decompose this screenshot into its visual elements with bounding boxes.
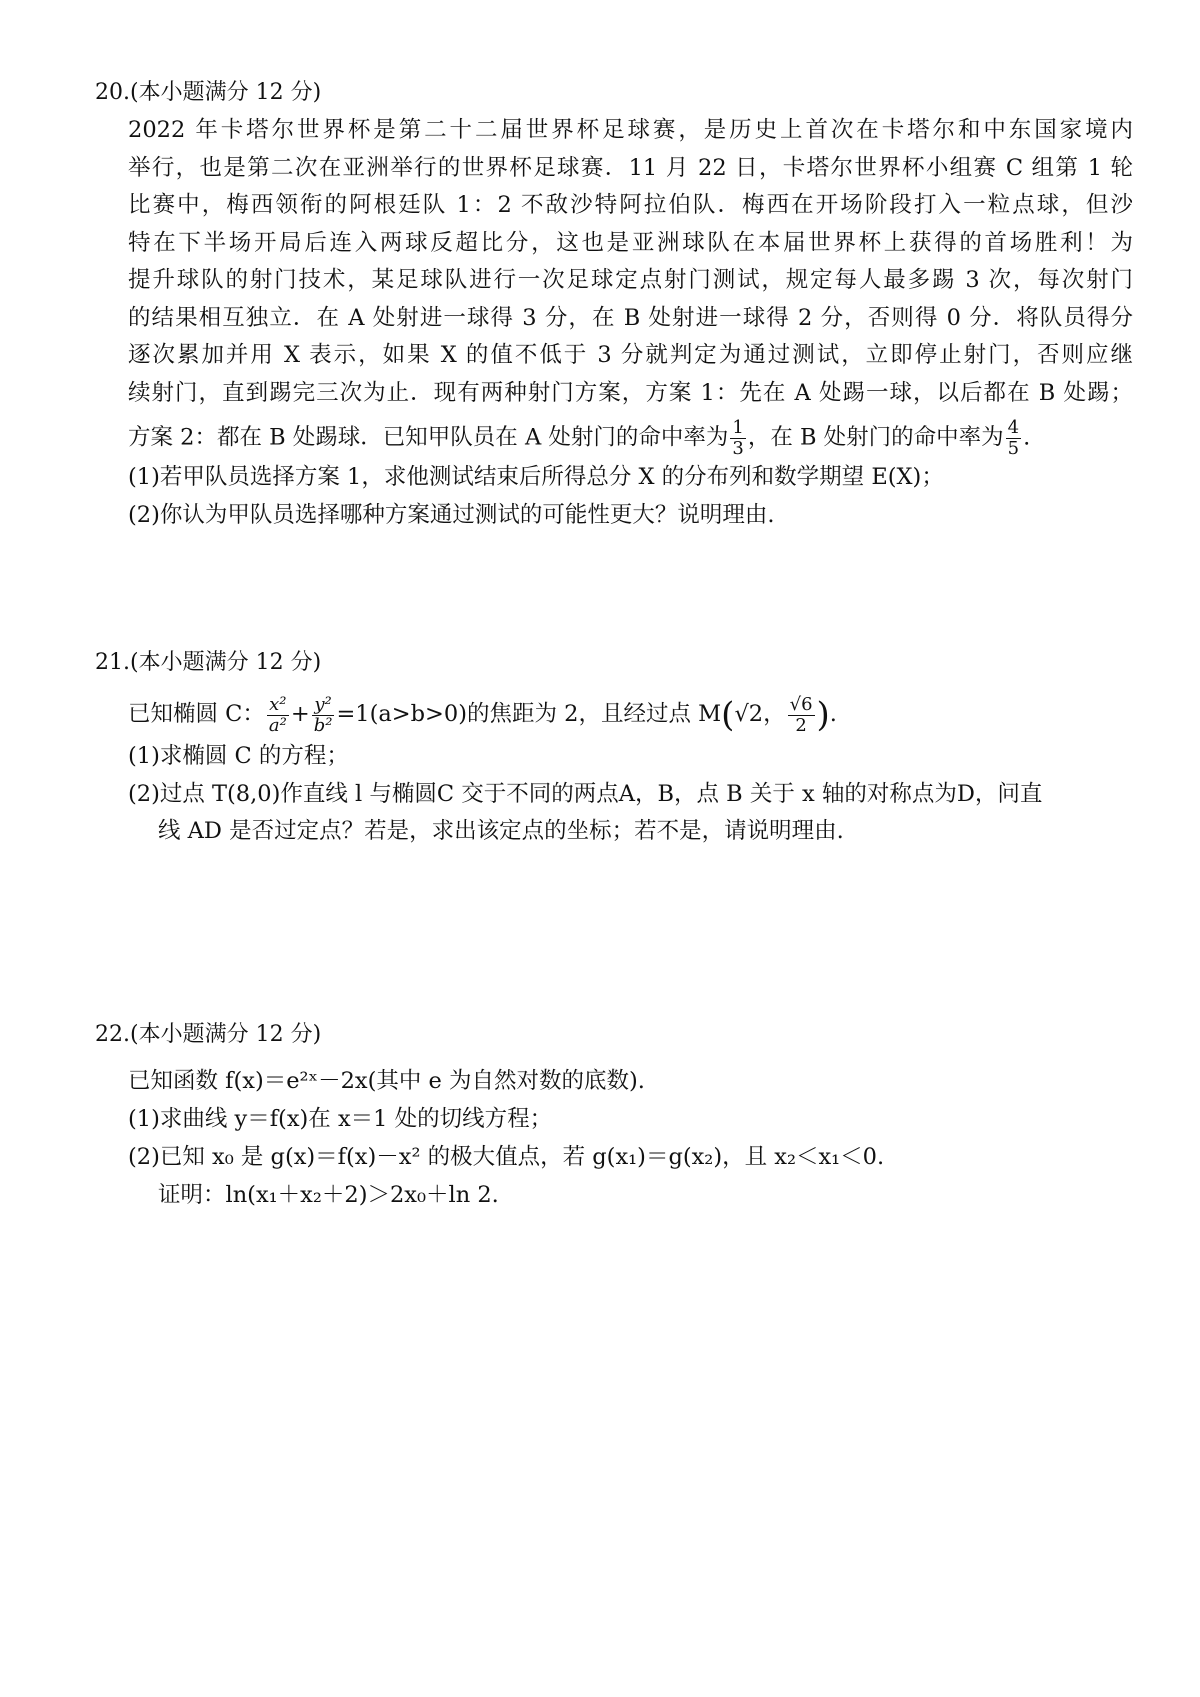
ellipse-stem — [128, 690, 1133, 738]
problem-20-body — [128, 112, 1133, 534]
plus-sign: + — [290, 701, 310, 727]
problem-text-line: 2022 年卡塔尔世界杯是第二十二届世界杯足球赛，是历史上首次在卡塔尔和中东国家境内 — [128, 117, 1133, 143]
sub-question-2-continued: 线 AD 是否过定点？若是，求出该定点的坐标；若不是，请说明理由. — [158, 818, 844, 844]
fraction-numerator: y² — [312, 695, 335, 716]
sub-question-2: (2)过点 T(8,0)作直线 l 与椭圆C 交于不同的两点A，B，点 B 关于 x 轴的对称点为D，问直 — [128, 780, 1043, 807]
text-segment: =1(a>b>0)的焦距为 2，且经过点 M — [336, 701, 722, 727]
fraction-numerator: 1 — [732, 417, 744, 438]
fraction-four-fifths — [1006, 418, 1021, 459]
problem-22-body — [128, 1062, 1133, 1214]
fraction-denominator: 2 — [795, 714, 807, 736]
fraction-denominator: 5 — [1007, 438, 1020, 459]
text-segment: 已知椭圆 C： — [128, 701, 265, 727]
problem-score: (本小题满分 12 分) — [130, 80, 322, 105]
problem-text-line: 特在下半场开局后连入两球反超比分，这也是亚洲球队在本届世界杯上获得的首场胜利！为 — [128, 229, 1133, 256]
problem-number: 22. — [95, 1022, 130, 1047]
point-x-coordinate: √2 — [734, 701, 764, 727]
text-segment: . — [829, 701, 837, 727]
sub-question-2: (2)你认为甲队员选择哪种方案通过测试的可能性更大？说明理由. — [128, 501, 775, 528]
text-segment: ，在 B 处射门的命中率为 — [747, 424, 1004, 451]
fraction-sqrt6-over-2 — [788, 695, 815, 736]
function-stem: 已知函数 f(x)＝e²ˣ－2x(其中 e 为自然对数的底数). — [128, 1068, 645, 1094]
problem-number: 21. — [95, 650, 130, 675]
problem-text-line: 比赛中，梅西领衔的阿根廷队 1：2 不敌沙特阿拉伯队．梅西在开场阶段打入一粒点球，但沙 — [128, 192, 1133, 218]
problem-text-line: 续射门，直到踢完三次为止．现有两种射门方案，方案 1：先在 A 处踢一球，以后都在 B 处踢； — [128, 379, 1133, 406]
sub-question-2-proof: 证明：ln(x₁＋x₂＋2)＞2x₀＋ln 2. — [158, 1182, 499, 1208]
fraction-y-squared-over-b-squared — [312, 695, 335, 736]
sub-question-1: (1)求曲线 y＝f(x)在 x＝1 处的切线方程； — [128, 1106, 553, 1132]
problem-score: (本小题满分 12 分) — [130, 1022, 322, 1047]
problem-text-line-with-fractions — [128, 418, 1133, 459]
problem-22-header — [95, 1020, 321, 1050]
text-segment: . — [1023, 424, 1031, 451]
left-paren: ( — [721, 695, 735, 735]
fraction-denominator: b² — [313, 714, 333, 736]
sub-question-2: (2)已知 x₀ 是 g(x)＝f(x)－x² 的极大值点，若 g(x₁)＝g(x₂)，且 x₂＜x₁＜0. — [128, 1144, 885, 1170]
problem-text-line: 逐次累加并用 X 表示，如果 X 的值不低于 3 分就判定为通过测试，立即停止射门，否则应继 — [128, 342, 1133, 368]
problem-text-line: 提升球队的射门技术，某足球队进行一次足球定点射门测试，规定每人最多踢 3 次，每次射门 — [128, 267, 1133, 293]
fraction-denominator: a² — [268, 714, 287, 736]
fraction-numerator: 4 — [1007, 417, 1020, 438]
fraction-x-squared-over-a-squared — [267, 695, 289, 736]
problem-number: 20. — [95, 80, 130, 105]
right-paren: ) — [816, 695, 830, 735]
problem-21-header — [95, 648, 321, 678]
problem-21-body — [128, 690, 1133, 851]
problem-score: (本小题满分 12 分) — [130, 650, 322, 675]
sub-question-1: (1)若甲队员选择方案 1，求他测试结束后所得总分 X 的分布列和数学期望 E(X)； — [128, 464, 944, 490]
problem-text-line: 的结果相互独立．在 A 处射进一球得 3 分，在 B 处射进一球得 2 分，否则得 0 分．将队员得分 — [128, 304, 1133, 331]
fraction-one-third — [730, 418, 745, 459]
separator: ， — [763, 701, 786, 727]
fraction-numerator: √6 — [789, 693, 813, 715]
problem-20-header — [95, 78, 321, 108]
problem-text-line: 举行，也是第二次在亚洲举行的世界杯足球赛．11 月 22 日，卡塔尔世界杯小组赛 C 组第 1 轮 — [128, 154, 1133, 181]
text-segment: 方案 2：都在 B 处踢球．已知甲队员在 A 处射门的命中率为 — [128, 424, 729, 451]
sub-question-1: (1)求椭圆 C 的方程； — [128, 743, 349, 769]
fraction-numerator: x² — [267, 695, 289, 716]
fraction-denominator: 3 — [732, 438, 744, 459]
